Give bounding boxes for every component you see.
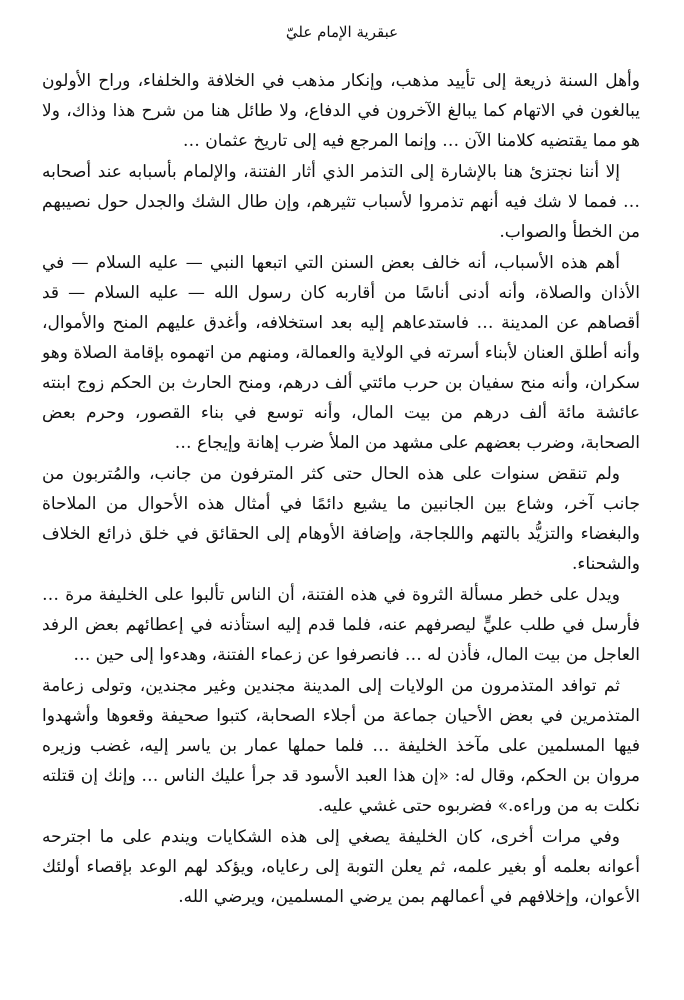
paragraph: وأهل السنة ذريعة إلى تأييد مذهب، وإنكار مذهب في الخلافة والخلفاء، وراح الأولون يبالغون في الاتهام كما يبالغ الآخرون في الدفاع، ولا طائل هنا من شرح هذا وذاك، ولا هو مما يقتضيه كلامنا الآن … وإنما المرجع فيه إلى تاريخ عثمان …: [42, 71, 640, 151]
paragraph: إلا أننا نجتزئ هنا بالإشارة إلى التذمر الذي أثار الفتنة، والإلمام بأسبابه عند أصحابه … فمما لا شك فيه أنهم تذمروا لأسباب تثيرهم، وإن طال الشك والجدل حول نصيبهم من الخطأ والصواب.: [42, 162, 640, 242]
paragraph: ثم توافد المتذمرون من الولايات إلى المدينة مجندين وغير مجندين، وتولى زعامة المتذمرين في بعض الأحيان جماعة من أجلاء الصحابة، كتبوا صحيفة وقعوها وأشهدوا فيها المسلمين على مآخذ الخليفة … فلما حملها عمار بن ياسر إليه، غضب وزيره مروان بن الحكم، وقال له: «إن هذا العبد الأسود قد جرأ عليك الناس … وإنك إن قتلته نكلت به من وراءه.» فضربوه حتى غشي عليه.: [42, 676, 640, 816]
body-text: [42, 66, 640, 913]
paragraph: ولم تنقض سنوات على هذه الحال حتى كثر المترفون من جانب، والمُتربون من جانب آخر، وشاع بين الجانبين ما يشيع دائمًا في أمثال هذه الأحوال من الملاحاة والبغضاء والتزيُّد بالتهم واللجاجة، وإضافة الأوهام إلى الحقائق في خلق ذرائع الخلاف والشحناء.: [42, 464, 640, 574]
paragraph: أهم هذه الأسباب، أنه خالف بعض السنن التي اتبعها النبي — عليه السلام — في الأذان والصلاة، وأنه أدنى أناسًا من أقاربه كان رسول الله — عليه السلام — قد أقصاهم عن المدينة … فاستدعاهم إليه بعد استخلافه، وأغدق عليهم المنح والأموال، وأنه أطلق العنان لأبناء أسرته في الولاية والعمالة، ومنهم من اتهموه بإقامة الصلاة وهو سكران، وأنه منح سفيان بن حرب مائتي ألف درهم، ومنح الحارث بن الحكم زوج ابنته عائشة مائة ألف درهم من بيت المال، وأنه توسع في بناء القصور، وحرم بعض الصحابة، وضرب بعضهم على مشهد من الملأ ضرب إهانة وإيجاع …: [42, 253, 640, 453]
paragraph: ويدل على خطر مسألة الثروة في هذه الفتنة، أن الناس تألبوا على الخليفة مرة … فأرسل في طلب عليٍّ ليصرفهم عنه، فلما قدم إليه استأذنه في إعطائهم بعض الرفد العاجل من بيت المال، فأذن له … فانصرفوا عن زعماء الفتنة، وهدءوا إلى حين …: [42, 585, 640, 665]
page-header-title: عبقرية الإمام عليّ: [285, 23, 399, 41]
paragraph: وفي مرات أخرى، كان الخليفة يصغي إلى هذه الشكايات ويندم على ما اجترحه أعوانه بعلمه أو بغير علمه، ثم يعلن التوبة إلى رعاياه، ويؤكد لهم الوعد بإقصاء أولئك الأعوان، وإخلافهم في أعمالهم بمن يرضي المسلمين، ويرضي الله.: [42, 827, 640, 907]
